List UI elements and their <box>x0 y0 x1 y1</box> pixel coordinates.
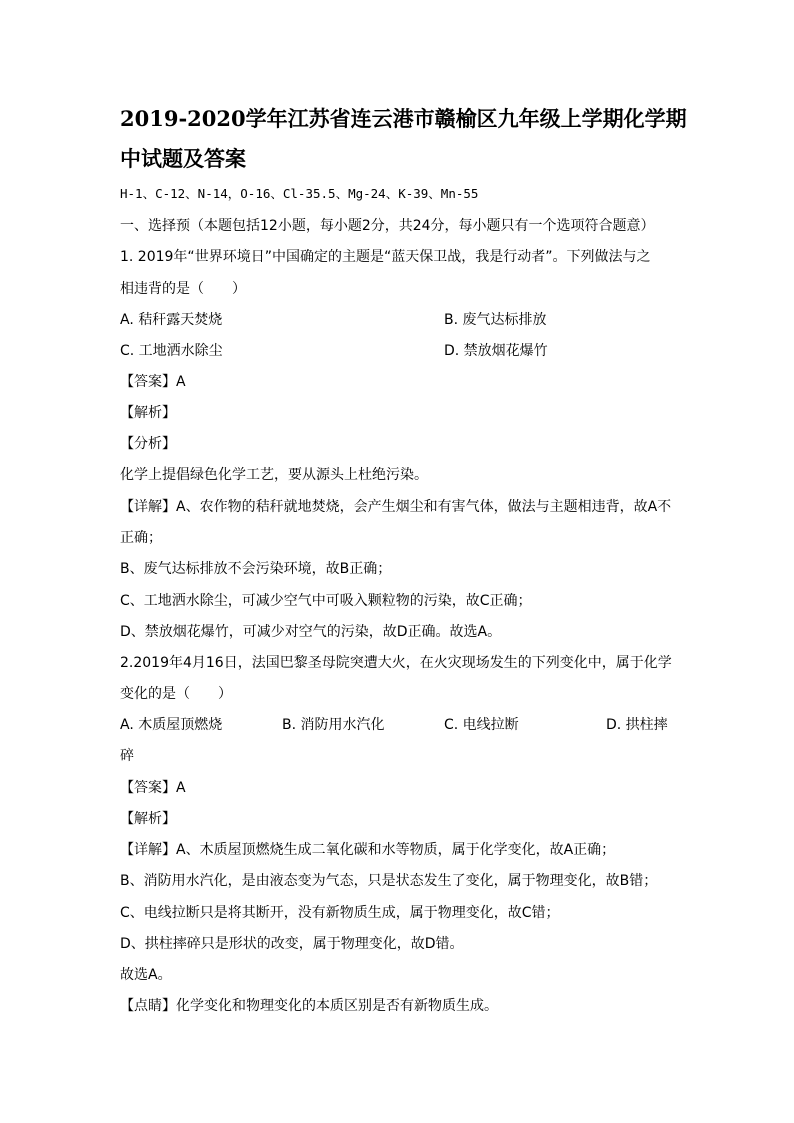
q1-detail-line2: 正确； <box>120 530 162 546</box>
q2-detail-line3: C、电线拉断只是将其断开，没有新物质生成，属于物理变化，故C错； <box>120 905 560 921</box>
q1-stem-line1: 1. 2019年“世界环境日”中国确定的主题是“蓝天保卫战，我是行动者”。下列做法与之 <box>120 249 651 265</box>
q2-option-a: A. 木质屋顶燃烧 <box>120 717 223 733</box>
q1-fenxi-text: 化学上提倡绿色化学工艺，要从源头上杜绝污染。 <box>120 467 428 483</box>
q2-stem-line1: 2.2019年4月16日，法国巴黎圣母院突遭大火，在火灾现场发生的下列变化中，属于化学 <box>120 655 672 671</box>
q2-detail-line4: D、拱柱摔碎只是形状的改变，属于物理变化，故D错。 <box>120 936 464 952</box>
document-title-line1: 2019-2020学年江苏省连云港市赣榆区九年级上学期化学期 <box>120 106 687 131</box>
q2-option-d-continued: 碎 <box>120 748 134 764</box>
q1-detail-line4: C、工地洒水除尘，可减少空气中可吸入颗粒物的污染，故C正确； <box>120 593 532 609</box>
q2-option-c: C. 电线拉断 <box>444 717 519 733</box>
q1-analysis-label: 【解析】 <box>120 405 176 421</box>
q1-detail-line3: B、废气达标排放不会污染环境，故B正确； <box>120 561 392 577</box>
q2-stem-line2: 变化的是（ ） <box>120 686 232 702</box>
q2-conclusion: 故选A。 <box>120 967 172 983</box>
document-title-line2: 中试题及答案 <box>120 146 246 171</box>
q2-option-b: B. 消防用水汽化 <box>282 717 385 733</box>
q1-fenxi-label: 【分析】 <box>120 436 176 452</box>
q1-answer: 【答案】A <box>120 374 186 390</box>
section-header: 一、选择预（本题包括12小题，每小题2分，共24分，每小题只有一个选项符合题意） <box>120 218 655 234</box>
q2-dianjing: 【点睛】化学变化和物理变化的本质区别是否有新物质生成。 <box>120 998 498 1014</box>
q1-detail-line1: 【详解】A、农作物的秸秆就地焚烧，会产生烟尘和有害气体，做法与主题相违背，故A不 <box>120 499 672 515</box>
q2-option-d: D. 拱柱摔 <box>606 717 668 733</box>
q2-answer: 【答案】A <box>120 780 186 796</box>
q2-detail-line1: 【详解】A、木质屋顶燃烧生成二氧化碳和水等物质，属于化学变化，故A正确； <box>120 842 616 858</box>
q2-detail-line2: B、消防用水汽化，是由液态变为气态，只是状态发生了变化，属于物理变化，故B错； <box>120 873 658 889</box>
q1-option-d: D. 禁放烟花爆竹 <box>444 343 548 359</box>
q1-detail-line5: D、禁放烟花爆竹，可减少对空气的污染，故D正确。故选A。 <box>120 624 502 640</box>
q1-option-b: B. 废气达标排放 <box>444 312 547 328</box>
q1-option-c: C. 工地洒水除尘 <box>120 343 223 359</box>
atomic-masses: H-1、C-12、N-14，O-16、Cl-35.5、Mg-24、K-39、Mn-55 <box>120 186 479 201</box>
q1-stem-line2: 相违背的是（ ） <box>120 281 246 297</box>
q1-option-a: A. 秸秆露天焚烧 <box>120 312 223 328</box>
q2-analysis-label: 【解析】 <box>120 811 176 827</box>
